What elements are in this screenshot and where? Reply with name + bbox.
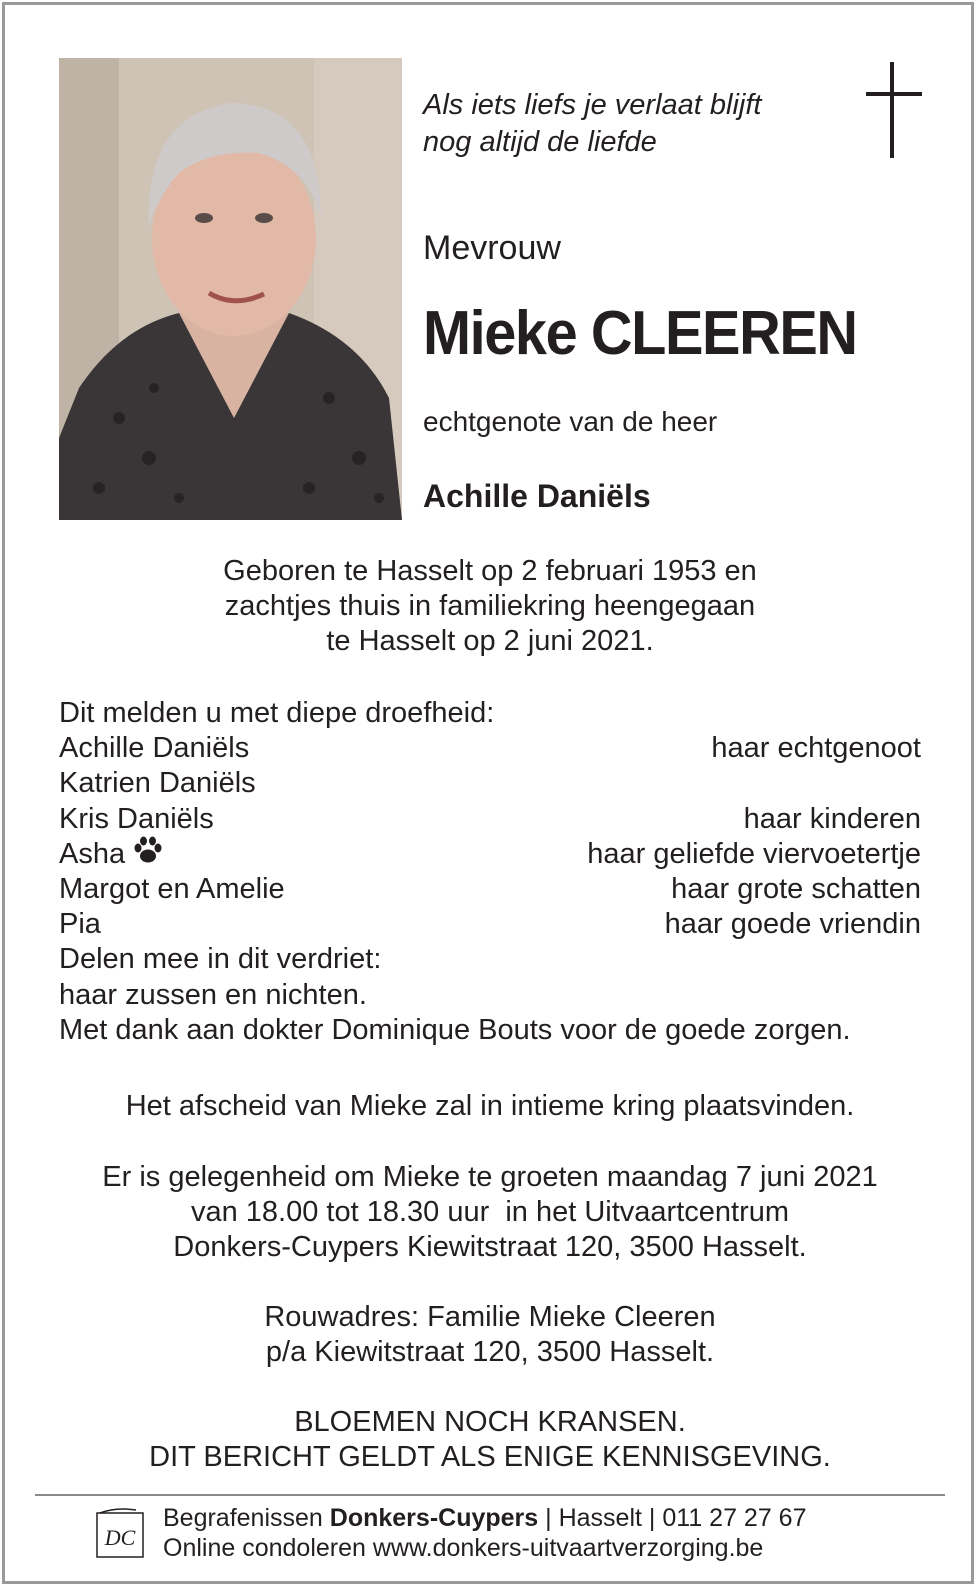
address-line-2: p/a Kiewitstraat 120, 3500 Hasselt.	[265, 1336, 715, 1368]
footer-line-2	[163, 1533, 807, 1563]
funeral-home-logo	[96, 1507, 146, 1564]
share-intro: Delen mee in dit verdriet:	[59, 943, 382, 976]
visitation-line-3: Donkers-Cuypers Kiewitstraat 120, 3500 Hasselt.	[173, 1231, 807, 1263]
mourner-relation: haar grote schatten	[671, 872, 921, 905]
birth-death-text	[0, 554, 980, 659]
birth-line-1: Geboren te Hasselt op 2 februari 1953 en	[223, 555, 757, 587]
mourner-name: Achille Daniëls	[59, 732, 250, 765]
mourner-relation: haar kinderen	[743, 802, 921, 835]
visitation-line-2: van 18.00 tot 18.30 uur in het Uitvaartcentrum	[190, 1196, 790, 1228]
mourner-relation: haar goede vriendin	[664, 908, 921, 941]
mourner-relation: haar geliefde viervoetertje	[587, 837, 921, 870]
address-line-1: Rouwadres: Familie Mieke Cleeren	[264, 1301, 716, 1333]
cross-icon	[866, 62, 922, 163]
footer-divider	[35, 1494, 945, 1496]
footer-company: Donkers-Cuypers	[329, 1504, 539, 1532]
portrait-photo	[59, 58, 402, 520]
mourner-name-with-icon	[59, 836, 163, 873]
footer-website-link[interactable]: www.donkers-uitvaartverzorging.be	[372, 1534, 764, 1562]
list-item	[59, 802, 921, 837]
mourners-list	[59, 696, 921, 1048]
spouse-name: Achille Daniëls	[423, 478, 651, 514]
footer-prefix: Begrafenissen	[163, 1504, 323, 1532]
thanks-line: Met dank aan dokter Dominique Bouts voor de goede zorgen.	[59, 1013, 851, 1046]
logo-letters: DC	[104, 1525, 136, 1550]
list-item	[59, 731, 921, 766]
footer-line-1	[163, 1503, 807, 1533]
footer-phone[interactable]: 011 27 27 67	[662, 1504, 807, 1532]
list-item	[59, 766, 921, 801]
farewell-text: Het afscheid van Mieke zal in intieme kring plaatsvinden.	[125, 1090, 855, 1122]
mourner-name: Pia	[59, 908, 101, 941]
visitation-line-1: Er is gelegenheid om Mieke te groeten maandag 7 juni 2021	[102, 1161, 878, 1193]
spouse-intro: echtgenote van de heer	[423, 406, 718, 437]
list-item	[59, 872, 921, 907]
quote-line-1: Als iets liefs je verlaat blijft	[423, 89, 762, 121]
memorial-quote	[423, 87, 761, 161]
visitation-text	[0, 1160, 980, 1265]
quote-line-2: nog altijd de liefde	[423, 126, 657, 158]
footer-separator: |	[648, 1504, 656, 1532]
deceased-name: Mieke CLEEREN	[423, 299, 857, 368]
notice-line-2: DIT BERICHT GELDT ALS ENIGE KENNISGEVING.	[149, 1441, 831, 1473]
notice-text	[0, 1405, 980, 1475]
birth-line-2: zachtjes thuis in familiekring heengegaan	[224, 590, 756, 622]
notice-line-1: BLOEMEN NOCH KRANSEN.	[294, 1406, 686, 1438]
footer-online-label: Online condoleren	[163, 1534, 366, 1562]
footer	[163, 1503, 807, 1563]
share-who: haar zussen en nichten.	[59, 978, 367, 1011]
honorific: Mevrouw	[423, 229, 561, 267]
mourner-name: Katrien Daniëls	[59, 767, 256, 800]
mourner-name: Kris Daniëls	[59, 802, 214, 835]
footer-city: Hasselt	[558, 1504, 642, 1532]
mourner-name: Asha	[59, 837, 126, 870]
announcement-intro: Dit melden u met diepe droefheid:	[59, 697, 495, 729]
mourner-name: Margot en Amelie	[59, 872, 285, 905]
footer-separator: |	[545, 1504, 552, 1532]
list-item	[59, 907, 921, 942]
birth-line-3: te Hasselt op 2 juni 2021.	[326, 625, 654, 657]
list-item	[59, 837, 921, 872]
mourning-address	[0, 1300, 980, 1370]
mourner-relation: haar echtgenoot	[711, 732, 921, 765]
paw-icon	[133, 836, 163, 873]
